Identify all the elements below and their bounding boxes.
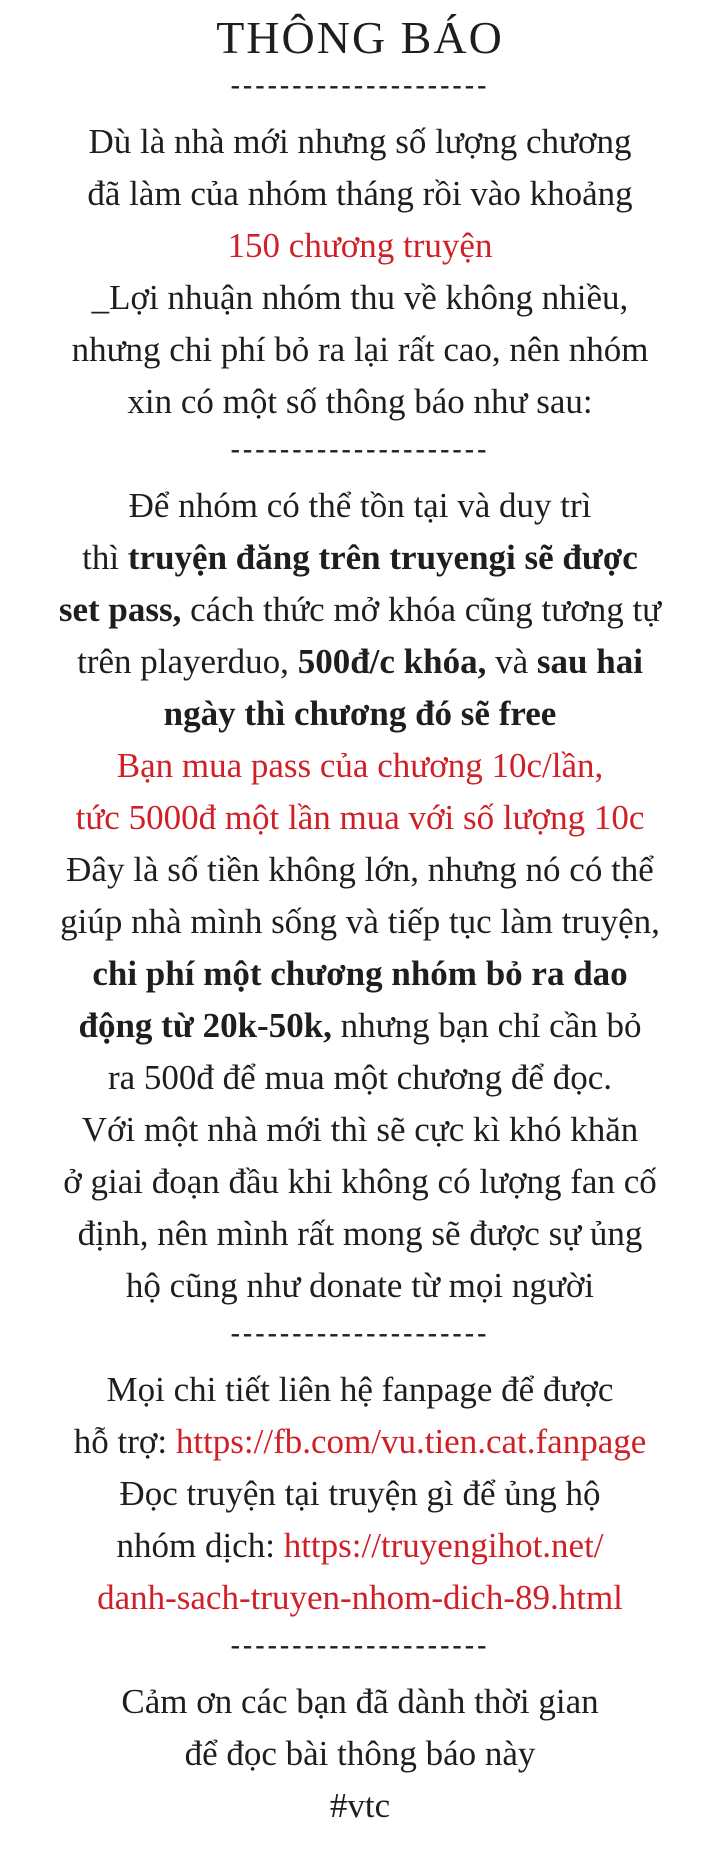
separator-dashes: --------------------- (230, 70, 490, 101)
line-segment: Với một nhà mới thì sẽ cực kì khó khăn (81, 1110, 639, 1149)
separator-dashes: --------------------- (230, 1630, 490, 1661)
line-segment: chi phí một chương nhóm bỏ ra dao (92, 954, 628, 993)
text-line (0, 844, 720, 896)
text-line (0, 480, 720, 532)
text-line (0, 116, 720, 168)
line-segment: hộ cũng như donate từ mọi người (125, 1266, 595, 1305)
line-segment: định, nên mình rất mong sẽ được sự ủng (77, 1214, 643, 1253)
text-line (0, 168, 720, 220)
text-line (0, 1208, 720, 1260)
line-segment: Dù là nhà mới nhưng số lượng chương (88, 122, 632, 161)
line-segment: nhưng chi phí bỏ ra lại rất cao, nên nhóm (71, 330, 649, 369)
text-line (0, 1156, 720, 1208)
line-segment: Mọi chi tiết liên hệ fanpage để được (106, 1370, 614, 1409)
line-segment: set pass, (58, 590, 191, 629)
line-segment: Cảm ơn các bạn đã dành thời gian (121, 1682, 599, 1721)
text-line (0, 948, 720, 1000)
text-line (0, 376, 720, 428)
separator-dashes: --------------------- (230, 434, 490, 465)
line-segment: nhóm dịch: (116, 1526, 284, 1565)
line-segment: Để nhóm có thể tồn tại và duy trì (128, 486, 592, 525)
separator (0, 428, 720, 480)
line-segment: ra 500đ để mua một chương để đọc. (107, 1058, 612, 1097)
text-line (0, 324, 720, 376)
text-line (0, 1000, 720, 1052)
line-segment: 500đ/c khóa, (297, 642, 496, 681)
line-segment: Đây là số tiền không lớn, nhưng nó có thể (66, 850, 654, 889)
url-link[interactable]: https://fb.com/vu.tien.cat.fanpage (175, 1422, 647, 1461)
line-segment: 150 chương truyện (227, 226, 493, 265)
text-line (0, 584, 720, 636)
text-line (0, 1260, 720, 1312)
line-segment: thì (82, 538, 128, 577)
line-segment: để đọc bài thông báo này (184, 1734, 536, 1773)
line-segment: trên playerduo, (77, 642, 298, 681)
text-line (0, 272, 720, 324)
text-line (0, 1676, 720, 1728)
text-line (0, 792, 720, 844)
text-line (0, 1520, 720, 1572)
line-segment: ngày thì chương đó sẽ free (163, 694, 557, 733)
text-line (0, 636, 720, 688)
line-segment: đã làm của nhóm tháng rồi vào khoảng (87, 174, 633, 213)
text-line (0, 1104, 720, 1156)
line-segment: giúp nhà mình sống và tiếp tục làm truyện, (60, 902, 660, 941)
separator (0, 1312, 720, 1364)
line-segment: _Lợi nhuận nhóm thu về không nhiều, (91, 278, 629, 317)
separator (0, 64, 720, 116)
line-segment: nhưng bạn chỉ cần bỏ (340, 1006, 642, 1045)
line-segment: #vtc (329, 1786, 391, 1825)
line-segment: hỗ trợ: (73, 1422, 176, 1461)
page-title-text: THÔNG BÁO (216, 12, 504, 63)
line-segment: sau hai (536, 642, 643, 681)
text-line (0, 1364, 720, 1416)
text-line (0, 1780, 720, 1832)
line-segment: ở giai đoạn đầu khi không có lượng fan cố (63, 1162, 657, 1201)
line-segment: và (495, 642, 537, 681)
separator-dashes: --------------------- (230, 1318, 490, 1349)
line-segment: động từ 20k-50k, (78, 1006, 341, 1045)
text-line (0, 1572, 720, 1624)
line-segment: cách thức mở khóa cũng tương tự (190, 590, 662, 629)
text-line (0, 1468, 720, 1520)
page-title (0, 12, 720, 64)
text-line (0, 532, 720, 584)
text-line (0, 896, 720, 948)
line-segment: xin có một số thông báo như sau: (127, 382, 593, 421)
text-line (0, 1052, 720, 1104)
line-segment: tức 5000đ một lần mua với số lượng 10c (75, 798, 645, 837)
announcement-body (0, 12, 720, 1832)
url-link[interactable]: danh-sach-truyen-nhom-dich-89.html (97, 1578, 623, 1617)
text-line (0, 740, 720, 792)
line-segment: truyện đăng trên truyengi sẽ được (127, 538, 638, 577)
text-line (0, 688, 720, 740)
text-line (0, 1728, 720, 1780)
line-segment: Đọc truyện tại truyện gì để ủng hộ (119, 1474, 601, 1513)
text-line (0, 220, 720, 272)
separator (0, 1624, 720, 1676)
line-segment: Bạn mua pass của chương 10c/lần, (116, 746, 604, 785)
url-link[interactable]: https://truyengihot.net/ (283, 1526, 604, 1565)
text-line (0, 1416, 720, 1468)
